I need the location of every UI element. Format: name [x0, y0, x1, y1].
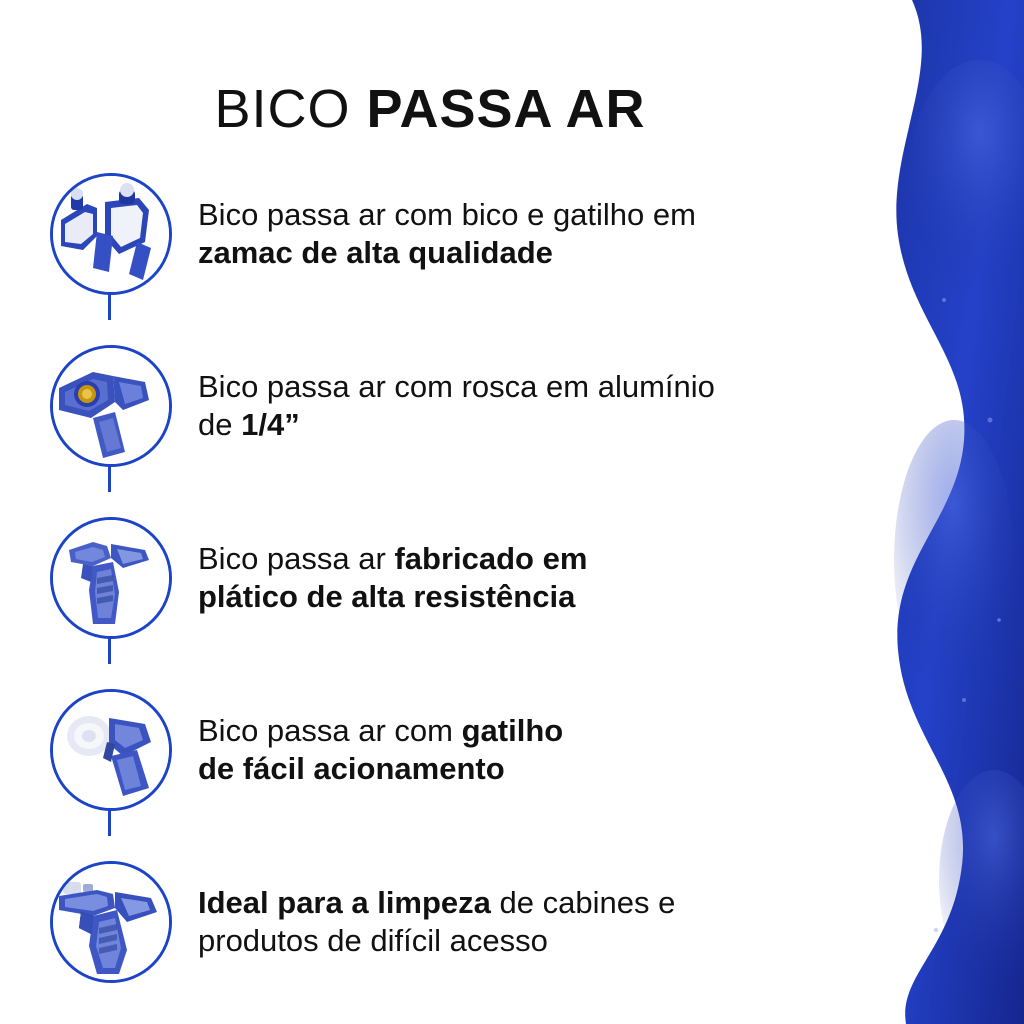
feature-item-5	[40, 836, 920, 1008]
feature-4-line1-bold: gatilho	[461, 713, 564, 749]
feature-3-line1-light: Bico passa ar	[198, 541, 395, 577]
feature-text-2	[198, 368, 715, 444]
page-title-light: BICO	[214, 79, 367, 140]
feature-4-line2: de fácil acionamento	[198, 751, 505, 786]
feature-3-line2: plático de alta resistência	[198, 579, 576, 614]
feature-5-line1-bold: Ideal para a limpeza	[198, 885, 491, 921]
feature-1-line2: zamac de alta qualidade	[198, 235, 553, 270]
feature-4-line1-light: Bico passa ar com	[198, 713, 462, 749]
feature-text-4	[198, 712, 563, 788]
feature-2-line2-light: de	[198, 407, 242, 442]
feature-item-1	[40, 148, 920, 320]
feature-3-line1-bold: fabricado em	[394, 541, 588, 577]
air-blow-gun-top-view-icon	[50, 173, 172, 295]
feature-item-3	[40, 492, 920, 664]
air-blow-gun-body-icon	[50, 517, 172, 639]
feature-text-1	[198, 196, 696, 272]
page-title	[0, 78, 860, 140]
feature-2-line1: Bico passa ar com rosca em alumínio	[198, 369, 715, 405]
feature-2-line2-bold: 1/4”	[241, 407, 300, 442]
feature-1-line1: Bico passa ar com bico e gatilho em	[198, 197, 696, 233]
feature-5-line1-light: de cabines e	[490, 885, 676, 921]
feature-item-4	[40, 664, 920, 836]
feature-list	[40, 148, 920, 1008]
feature-text-3	[198, 540, 587, 616]
air-blow-gun-full-icon	[50, 861, 172, 983]
feature-text-5	[198, 884, 675, 960]
page-title-bold: PASSA AR	[366, 79, 646, 140]
feature-5-line2: produtos de difícil acesso	[198, 923, 548, 958]
feature-item-2	[40, 320, 920, 492]
air-blow-gun-brass-thread-icon	[50, 345, 172, 467]
air-blow-gun-trigger-icon	[50, 689, 172, 811]
